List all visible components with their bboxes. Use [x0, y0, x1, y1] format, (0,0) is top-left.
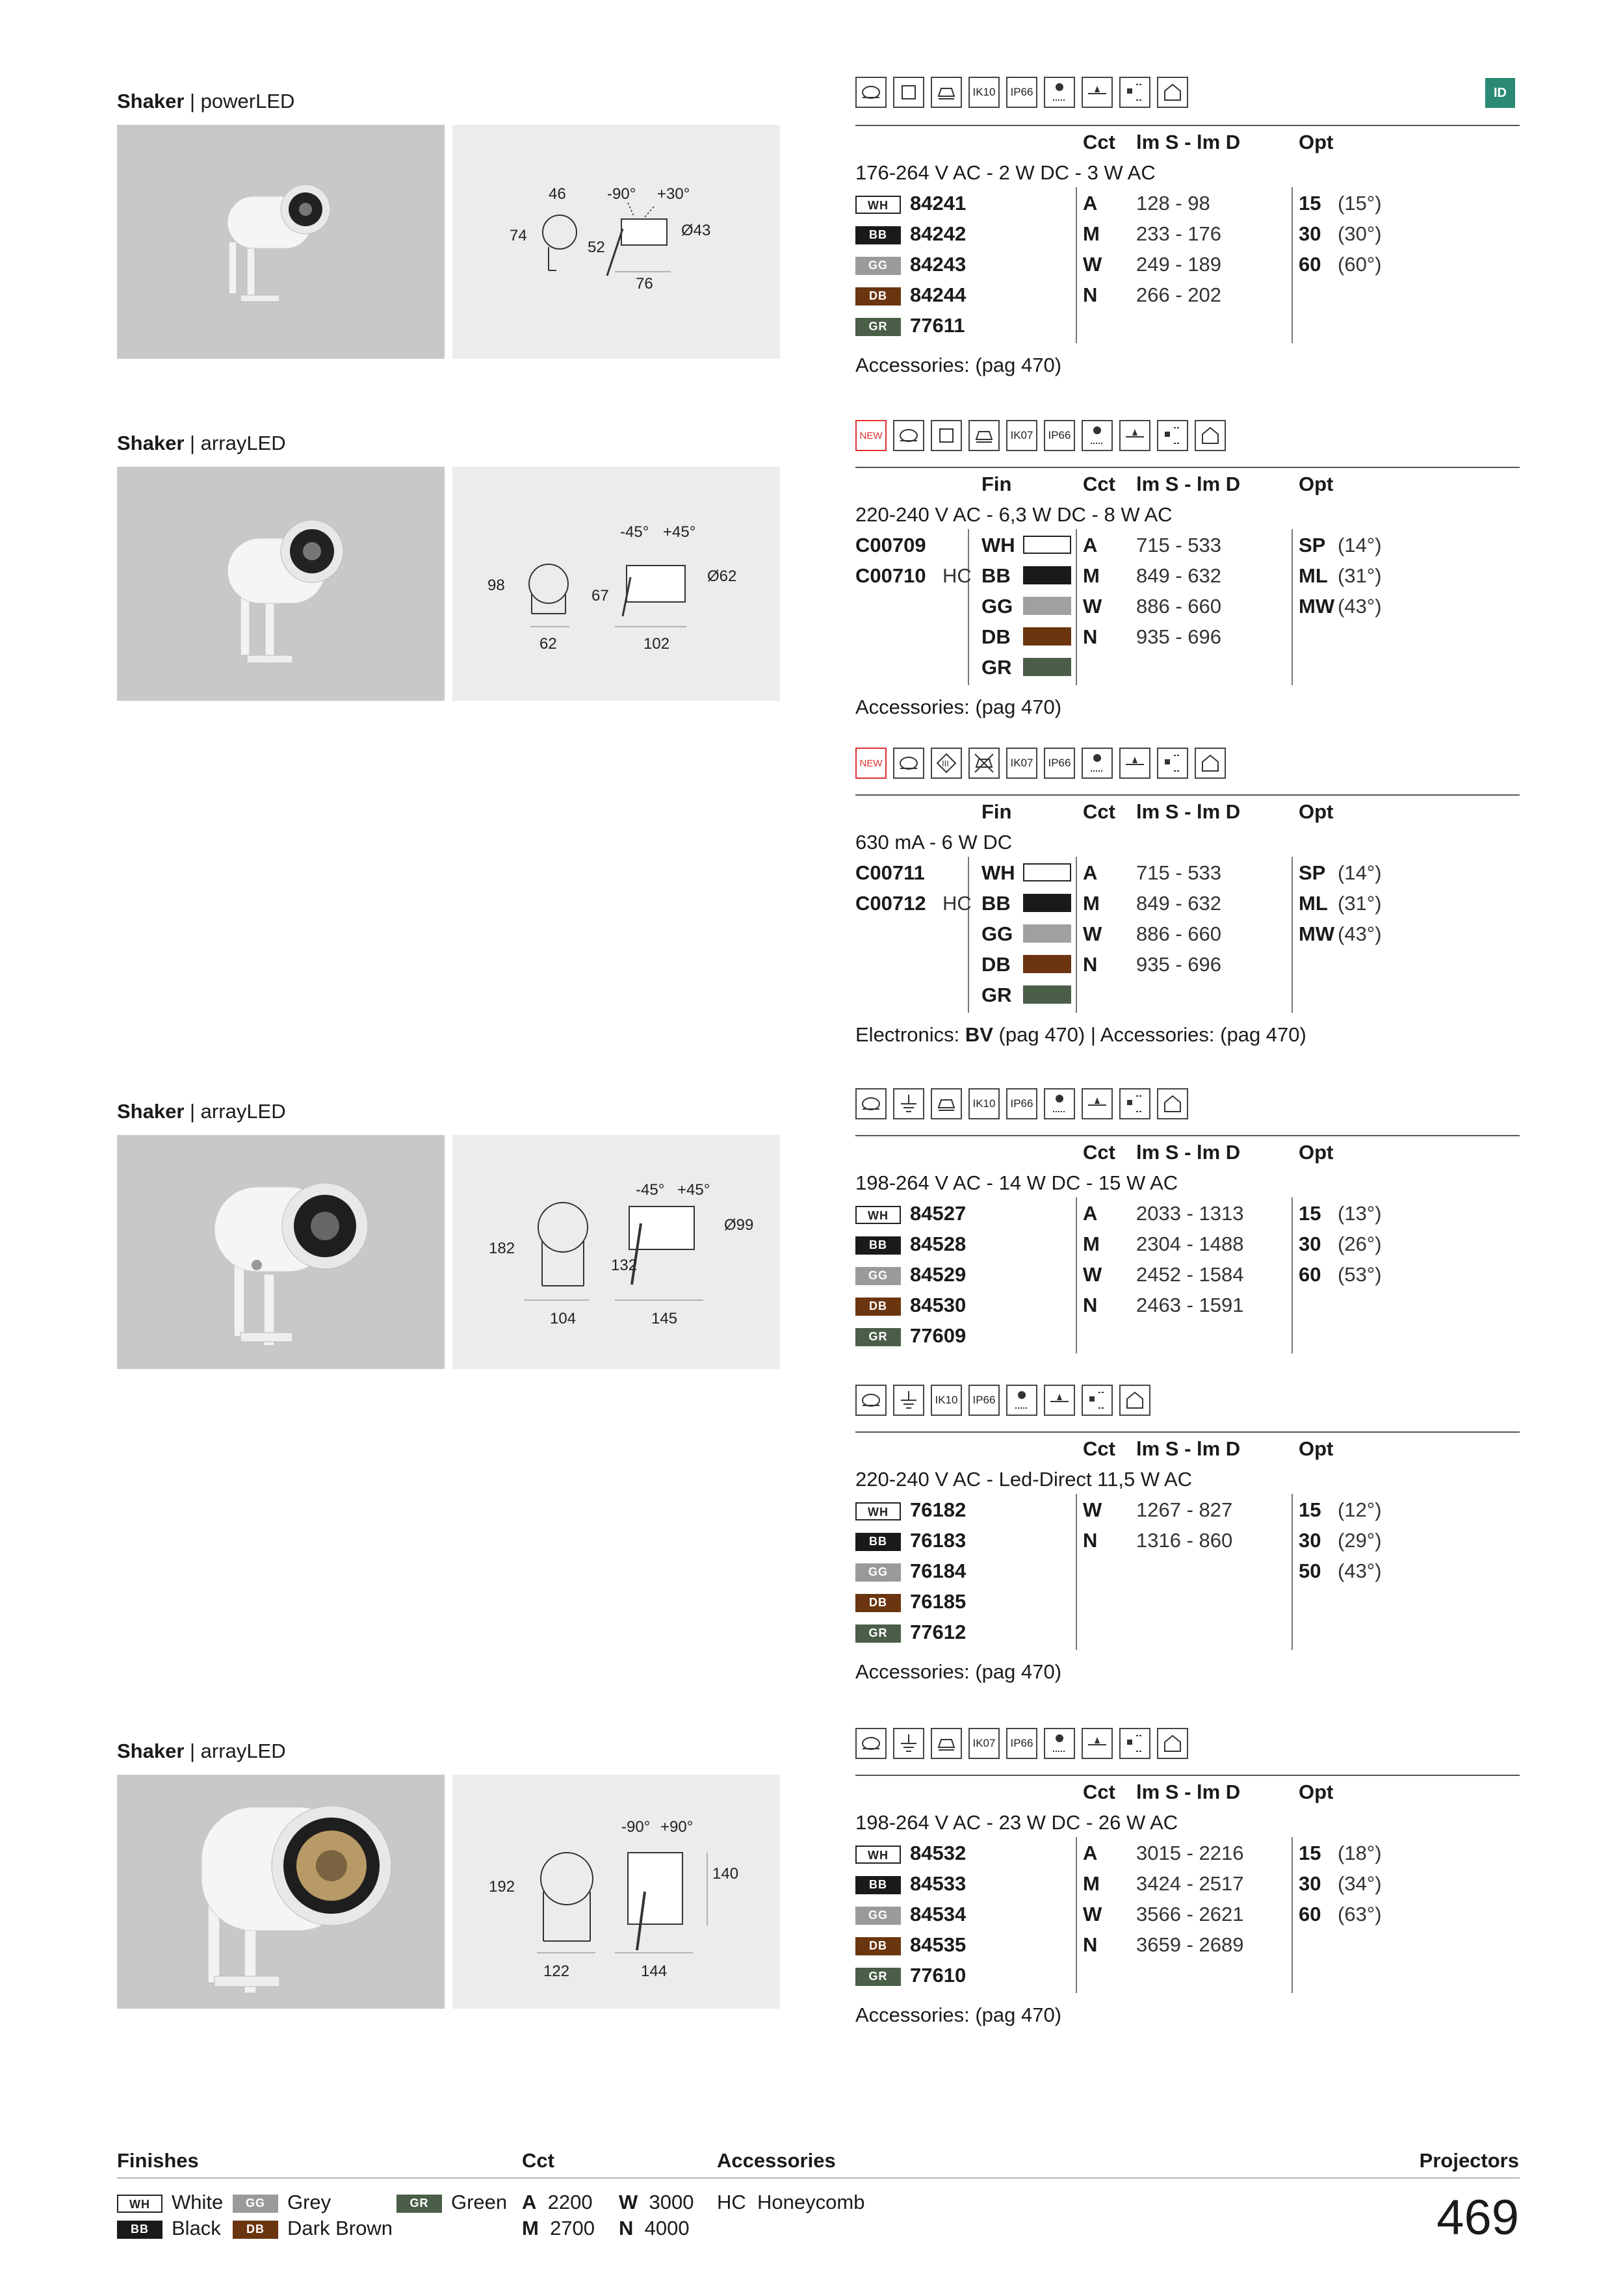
table-divider — [855, 1135, 1520, 1136]
drip-icon — [1044, 77, 1075, 108]
supply-spec: 220-240 V AC - Led-Direct 11,5 W AC — [855, 1468, 1193, 1491]
drip-icon — [1082, 420, 1113, 451]
table-row: DB 84535 N 3659 - 2689 — [855, 1929, 1520, 1960]
ik-rating-icon: IK10 — [968, 1088, 1000, 1119]
dim-icon — [1082, 1385, 1113, 1416]
ik-rating-icon: IK10 — [931, 1385, 962, 1416]
mount-icon — [931, 1088, 962, 1119]
class-three-icon — [931, 748, 962, 779]
svg-text:104: 104 — [550, 1310, 577, 1327]
no-cover-icon — [968, 748, 1000, 779]
svg-text:76: 76 — [636, 275, 653, 293]
table-row: BB 84242 M 233 - 176 30 (30°) — [855, 218, 1520, 249]
table-row: GG 76184 50 (43°) — [855, 1556, 1520, 1586]
finish-swatch — [1023, 627, 1071, 646]
svg-text:-45°: -45° — [620, 523, 649, 541]
table-row: DB 84244 N 266 - 202 — [855, 280, 1520, 310]
svg-text:+90°: +90° — [660, 1818, 694, 1836]
footer-finish-item: GG Grey — [233, 2191, 331, 2214]
dimension-drawing — [452, 1775, 780, 2009]
svg-text:62: 62 — [539, 635, 557, 653]
svg-text:122: 122 — [543, 1963, 570, 1980]
drip-icon — [1006, 1385, 1037, 1416]
table-row: GR 77610 — [855, 1960, 1520, 1990]
new-badge: NEW — [855, 420, 887, 451]
drip-icon — [1082, 748, 1113, 779]
table-divider — [855, 1775, 1520, 1776]
table-row: WH 84527 A 2033 - 1313 15 (13°) — [855, 1198, 1520, 1229]
svg-text:140: 140 — [712, 1865, 739, 1883]
table-row: GR 77612 — [855, 1617, 1520, 1647]
svg-text:144: 144 — [641, 1963, 668, 1980]
mount-icon — [931, 77, 962, 108]
footer-accessory-item: HC Honeycomb — [717, 2191, 865, 2213]
dimension-drawing — [452, 125, 780, 359]
table-row: C00710 HC BB M 849 - 632 ML (31°) — [855, 564, 1382, 587]
footer-cct-item: A 2200 — [522, 2191, 593, 2213]
svg-text:132: 132 — [611, 1257, 638, 1274]
svg-text:Ø62: Ø62 — [707, 567, 737, 585]
footer-finish-item: BB Black — [117, 2217, 221, 2240]
table-row: GG W 886 - 660 MW (43°) — [981, 922, 1382, 945]
product-table: Cct lm S - lm D Opt 198-264 V AC - 23 W DC - 26 W AC — [855, 1777, 1520, 1838]
ip-rating-icon: IP66 — [1006, 1088, 1037, 1119]
footer-cct-item: N 4000 — [619, 2217, 690, 2239]
flame-icon — [1082, 1728, 1113, 1759]
drip-icon — [1044, 1088, 1075, 1119]
table-row: GG 84534 W 3566 - 2621 60 (63°) — [855, 1899, 1520, 1929]
finish-swatch — [1023, 597, 1071, 615]
table-row: WH 76182 W 1267 - 827 15 (12°) — [855, 1494, 1520, 1525]
table-row: BB 84533 M 3424 - 2517 30 (34°) — [855, 1868, 1520, 1899]
svg-text:-90°: -90° — [607, 185, 636, 203]
section-title: Shaker | arrayLED — [117, 1100, 286, 1123]
ip-rating-icon: IP66 — [1044, 748, 1075, 779]
product-photo — [117, 467, 445, 701]
svg-text:102: 102 — [643, 635, 670, 653]
mount-icon — [931, 1728, 962, 1759]
rotate-icon — [855, 1385, 887, 1416]
table-divider — [855, 1431, 1520, 1433]
feature-icons — [855, 1728, 1188, 1759]
table-row: DB N 935 - 696 — [981, 953, 1221, 976]
footer-category: Projectors — [1419, 2149, 1519, 2172]
table-row: GR — [855, 652, 1520, 683]
table-row: C00712 HC BB M 849 - 632 ML (31°) — [855, 892, 1382, 915]
svg-text:-90°: -90° — [621, 1818, 651, 1836]
table-note: Accessories: (pag 470) — [855, 1660, 1062, 1683]
finish-swatch — [1023, 894, 1071, 912]
flame-icon — [1082, 1088, 1113, 1119]
table-row: DB 84530 N 2463 - 1591 — [855, 1290, 1520, 1320]
dim-icon — [1157, 420, 1188, 451]
svg-text:Ø99: Ø99 — [724, 1216, 754, 1234]
mount-icon — [968, 420, 1000, 451]
feature-icons — [855, 1385, 1150, 1416]
section-title: Shaker | arrayLED — [117, 432, 286, 454]
svg-text:46: 46 — [549, 185, 566, 203]
finish-swatch — [1023, 536, 1071, 554]
supply-spec: 630 mA - 6 W DC — [855, 831, 1013, 854]
section-title: Shaker | arrayLED — [117, 1740, 286, 1762]
footer-finish-item: WH White — [117, 2191, 223, 2214]
table-row: WH 84532 A 3015 - 2216 15 (18°) — [855, 1838, 1520, 1868]
product-table: Fin Cct lm S - lm D Opt 220-240 V AC - 6,3 W DC - 8 W AC — [855, 469, 1520, 530]
dim-icon — [1119, 1728, 1150, 1759]
product-rows — [855, 188, 1520, 380]
ik-rating-icon: IK07 — [968, 1728, 1000, 1759]
product-table: Cct lm S - lm D Opt 220-240 V AC - Led-Direct 11,5 W AC — [855, 1433, 1520, 1494]
finish-swatch — [1023, 566, 1071, 584]
table-row: GR — [855, 980, 1520, 1010]
house-icon — [1119, 1385, 1150, 1416]
flame-icon — [1044, 1385, 1075, 1416]
ip-rating-icon: IP66 — [1044, 420, 1075, 451]
ik-rating-icon: IK07 — [1006, 748, 1037, 779]
rotate-icon — [855, 1088, 887, 1119]
ip-rating-icon: IP66 — [968, 1385, 1000, 1416]
product-photo — [117, 1135, 445, 1369]
flame-icon — [1119, 748, 1150, 779]
product-table: Cct lm S - lm D Opt 198-264 V AC - 14 W DC - 15 W AC — [855, 1137, 1520, 1198]
supply-spec: 176-264 V AC - 2 W DC - 3 W AC — [855, 161, 1156, 184]
svg-text:182: 182 — [489, 1240, 515, 1257]
table-row: DB N 935 - 696 — [981, 625, 1221, 648]
ip-rating-icon: IP66 — [1006, 1728, 1037, 1759]
supply-spec: 198-264 V AC - 14 W DC - 15 W AC — [855, 1171, 1178, 1194]
product-rows — [855, 530, 1520, 722]
table-divider — [855, 794, 1520, 796]
feature-icons — [855, 77, 1188, 108]
ip-rating-icon: IP66 — [1006, 77, 1037, 108]
new-badge: NEW — [855, 748, 887, 779]
ik-rating-icon: IK10 — [968, 77, 1000, 108]
feature-icons — [855, 1088, 1188, 1119]
dim-icon — [1119, 77, 1150, 108]
supply-spec: 220-240 V AC - 6,3 W DC - 8 W AC — [855, 503, 1173, 526]
product-rows — [855, 1838, 1520, 2030]
table-note: Accessories: (pag 470) — [855, 2003, 1062, 2026]
finish-swatch — [1023, 863, 1071, 881]
product-table: Fin Cct lm S - lm D Opt 630 mA - 6 W DC — [855, 796, 1520, 857]
section-title: Shaker | powerLED — [117, 90, 295, 112]
house-icon — [1157, 1728, 1188, 1759]
product-rows — [855, 1198, 1520, 1351]
svg-text:+45°: +45° — [677, 1181, 710, 1199]
dim-icon — [1119, 1088, 1150, 1119]
svg-text:67: 67 — [591, 587, 609, 605]
table-row: GR 77609 — [855, 1320, 1520, 1351]
rotate-icon — [893, 420, 924, 451]
house-icon — [1195, 420, 1226, 451]
footer-finishes-label: Finishes — [117, 2149, 199, 2172]
svg-text:Ø43: Ø43 — [681, 222, 711, 239]
table-row: GG 84529 W 2452 - 1584 60 (53°) — [855, 1259, 1520, 1290]
product-rows — [855, 1494, 1520, 1687]
rotate-icon — [855, 1728, 887, 1759]
product-table: Cct lm S - lm D Opt 176-264 V AC - 2 W DC - 3 W AC — [855, 127, 1520, 188]
finish-swatch — [1023, 985, 1071, 1004]
ground-icon — [893, 1385, 924, 1416]
product-photo — [117, 1775, 445, 2009]
finish-swatch — [1023, 955, 1071, 973]
rotate-icon — [893, 748, 924, 779]
footer-cct-item: M 2700 — [522, 2217, 595, 2239]
svg-text:+45°: +45° — [663, 523, 696, 541]
drip-icon — [1044, 1728, 1075, 1759]
house-icon — [1195, 748, 1226, 779]
dim-icon — [1157, 748, 1188, 779]
table-note: Accessories: (pag 470) — [855, 696, 1062, 718]
rotate-icon — [855, 77, 887, 108]
footer-accessories-label: Accessories — [717, 2149, 836, 2172]
class-square-icon — [931, 420, 962, 451]
footer-cct-label: Cct — [522, 2149, 554, 2172]
table-row: GG W 886 - 660 MW (43°) — [981, 595, 1382, 618]
ground-icon — [893, 1088, 924, 1119]
table-row: BB 76183 N 1316 - 860 30 (29°) — [855, 1525, 1520, 1556]
ground-icon — [893, 1728, 924, 1759]
svg-text:52: 52 — [588, 239, 605, 256]
svg-text:74: 74 — [510, 227, 527, 244]
id-badge: ID — [1485, 78, 1515, 108]
table-row: BB 84528 M 2304 - 1488 30 (26°) — [855, 1229, 1520, 1259]
table-row: WH 84241 A 128 - 98 15 (15°) — [855, 188, 1520, 218]
feature-icons — [855, 420, 1226, 451]
house-icon — [1157, 1088, 1188, 1119]
dimension-drawing — [452, 467, 780, 701]
page-number: 469 — [1436, 2190, 1519, 2245]
finish-swatch — [1023, 658, 1071, 676]
footer-finish-item: GR Green — [396, 2191, 507, 2214]
table-note: Electronics: BV (pag 470) | Accessories: (pag 470) — [855, 1023, 1306, 1046]
table-row: GR 77611 — [855, 310, 1520, 341]
table-row: DB 76185 — [855, 1586, 1520, 1617]
svg-text:98: 98 — [487, 577, 505, 594]
flame-icon — [1119, 420, 1150, 451]
product-photo — [117, 125, 445, 359]
product-rows — [855, 857, 1520, 1050]
svg-text:+30°: +30° — [657, 185, 690, 203]
table-row: C00711 WH A 715 - 533 SP (14°) — [855, 861, 1382, 884]
table-divider — [855, 467, 1520, 468]
house-icon — [1157, 77, 1188, 108]
finish-swatch — [1023, 924, 1071, 943]
dimension-drawing — [452, 1135, 780, 1369]
flame-icon — [1082, 77, 1113, 108]
feature-icons — [855, 748, 1226, 779]
footer-finish-item: DB Dark Brown — [233, 2217, 393, 2240]
footer-cct-item: W 3000 — [619, 2191, 694, 2213]
svg-text:192: 192 — [489, 1878, 515, 1896]
ik-rating-icon: IK07 — [1006, 420, 1037, 451]
svg-text:III: III — [942, 759, 949, 768]
class-square-icon — [893, 77, 924, 108]
table-row: GG 84243 W 249 - 189 60 (60°) — [855, 249, 1520, 280]
table-note: Accessories: (pag 470) — [855, 354, 1062, 376]
table-row: C00709 WH A 715 - 533 SP (14°) — [855, 534, 1382, 556]
supply-spec: 198-264 V AC - 23 W DC - 26 W AC — [855, 1811, 1178, 1834]
table-divider — [855, 125, 1520, 126]
svg-text:-45°: -45° — [636, 1181, 665, 1199]
svg-text:145: 145 — [651, 1310, 678, 1327]
